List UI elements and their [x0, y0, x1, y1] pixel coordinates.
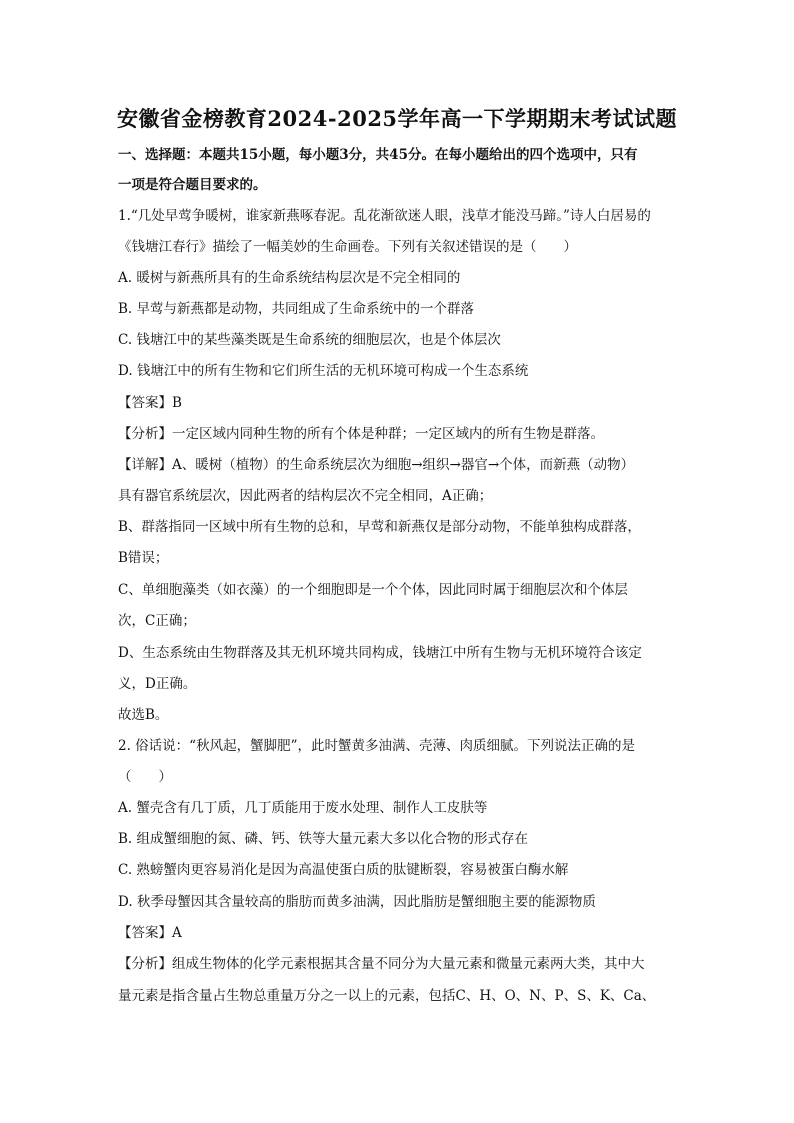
q1-stem-line-2: 《钱塘江春行》描绘了一幅美妙的生命画卷。下列有关叙述错误的是（ ）	[118, 239, 577, 255]
q1-conclusion: 故选B。	[118, 707, 169, 723]
q1-detail-line-6: 次，C正确；	[118, 613, 196, 629]
q1-analysis: 【分析】一定区域内同种生物的所有个体是种群；一定区域内的所有生物是群落。	[118, 426, 604, 442]
q1-detail-line-5: C、单细胞藻类（如衣藻）的一个细胞即是一个个体，因此同时属于细胞层次和个体层	[118, 582, 628, 598]
q1-answer: 【答案】B	[118, 395, 182, 411]
q2-stem-line-2: （ ）	[118, 769, 172, 785]
q1-detail-line-3: B、群落指同一区域中所有生物的总和，早莺和新燕仅是部分动物，不能单独构成群落，	[118, 519, 641, 535]
q2-answer: 【答案】A	[118, 925, 182, 941]
q2-stem-line-1: 2. 俗话说：“秋风起，蟹脚肥”，此时蟹黄多油满、壳薄、肉质细腻。下列说法正确的是	[118, 738, 635, 754]
q1-detail-line-4: B错误；	[118, 550, 169, 566]
section-heading-line-1: 一、选择题：本题共15小题，每小题3分，共45分。在每小题给出的四个选项中，只有	[118, 147, 638, 163]
q1-detail-line-1: 【详解】A、暖树（植物）的生命系统层次为细胞→组织→器官→个体，而新燕（动物）	[118, 457, 635, 473]
q1-detail-line-2: 具有器官系统层次，因此两者的结构层次不完全相同，A正确；	[118, 488, 493, 504]
q1-detail-line-7: D、生态系统由生物群落及其无机环境共同构成，钱塘江中所有生物与无机环境符合该定	[118, 645, 642, 661]
q2-option-d: D. 秋季母蟹因其含量较高的脂肪而黄多油满，因此脂肪是蟹细胞主要的能源物质	[118, 894, 596, 910]
section-heading-line-2: 一项是符合题目要求的。	[118, 177, 267, 193]
page-title: 安徽省金榜教育2024-2025学年高一下学期期末考试试题	[116, 106, 678, 131]
q1-option-d: D. 钱塘江中的所有生物和它们所生活的无机环境可构成一个生态系统	[118, 363, 529, 379]
q2-analysis-line-2: 量元素是指含量占生物总重量万分之一以上的元素，包括C、H、O、N、P、S、K、Ca、	[118, 988, 656, 1004]
q1-option-a: A. 暖树与新燕所具有的生命系统结构层次是不完全相同的	[118, 270, 461, 286]
q1-option-c: C. 钱塘江中的某些藻类既是生命系统的细胞层次，也是个体层次	[118, 332, 501, 348]
q2-option-c: C. 熟螃蟹肉更容易消化是因为高温使蛋白质的肽键断裂，容易被蛋白酶水解	[118, 862, 569, 878]
q2-option-b: B. 组成蟹细胞的氮、磷、钙、铁等大量元素大多以化合物的形式存在	[118, 831, 529, 847]
q1-detail-line-8: 义，D正确。	[118, 676, 197, 692]
q2-option-a: A. 蟹壳含有几丁质，几丁质能用于废水处理、制作人工皮肤等	[118, 800, 488, 816]
q1-option-b: B. 早莺与新燕都是动物，共同组成了生命系统中的一个群落	[118, 301, 475, 317]
q1-stem-line-1: 1.“几处早莺争暖树，谁家新燕啄春泥。乱花渐欲迷人眼，浅草才能没马蹄。”诗人白居易的	[118, 208, 651, 224]
q2-analysis-line-1: 【分析】组成生物体的化学元素根据其含量不同分为大量元素和微量元素两大类，其中大	[118, 956, 645, 972]
